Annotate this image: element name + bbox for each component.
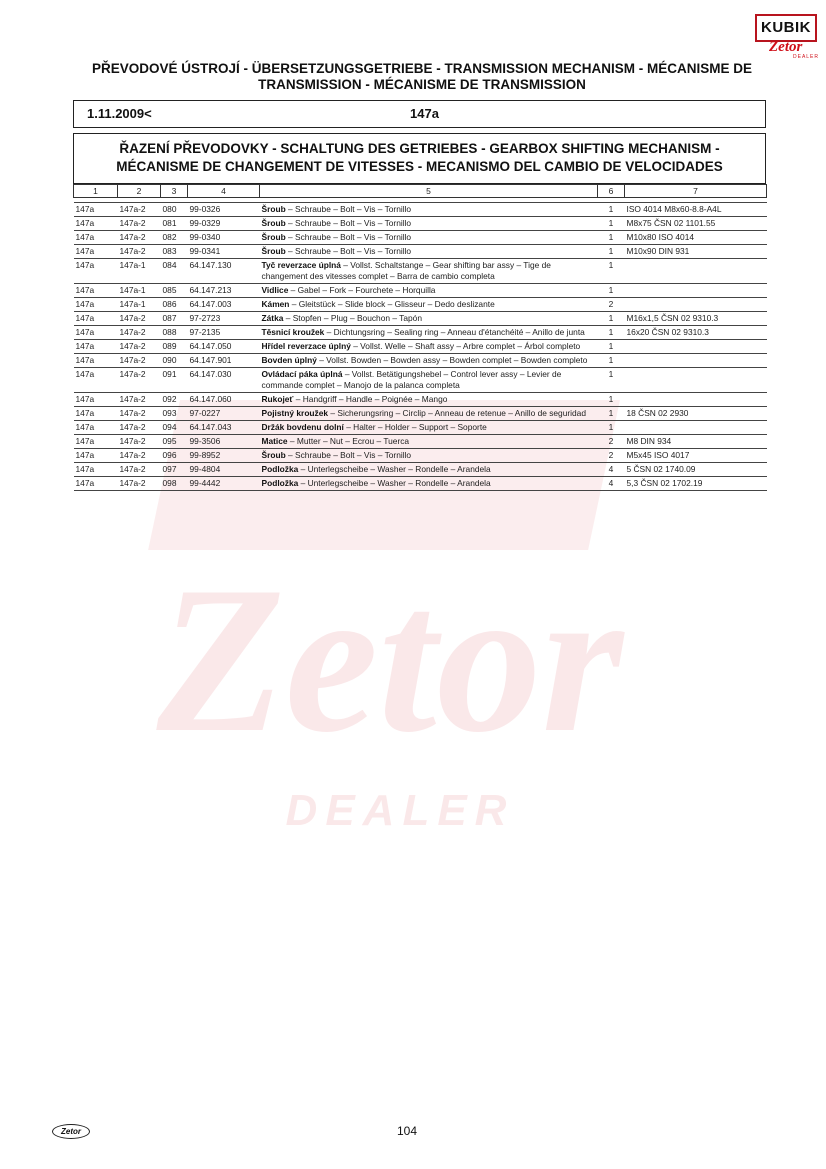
standard-note-cell: [625, 298, 767, 312]
quantity-cell: 2: [598, 298, 625, 312]
standard-note-cell: M5x45 ISO 4017: [625, 449, 767, 463]
standard-note-cell: [625, 284, 767, 298]
table-row: [74, 421, 767, 435]
description-cell: [260, 312, 598, 326]
quantity-cell: 1: [598, 203, 625, 217]
quantity-cell: 1: [598, 421, 625, 435]
description-cell: [260, 203, 598, 217]
table-row: [74, 326, 767, 340]
kubik-zetor-logo: [755, 14, 820, 62]
description-cell: [260, 421, 598, 435]
standard-note-cell: 5 ČSN 02 1740.09: [625, 463, 767, 477]
figure-ref-cell: 147a-2: [118, 203, 161, 217]
table-row: [74, 245, 767, 259]
part-name-translations: – Vollst. Schaltstange – Gear shifting bar assy – Tige de changement des vitesses complet – Barra de cambio completa: [261, 260, 551, 281]
standard-note-cell: 5,3 ČSN 02 1702.19: [625, 477, 767, 491]
figure-ref-cell: 147a-2: [118, 231, 161, 245]
table-row: [74, 231, 767, 245]
position-cell: 094: [161, 421, 188, 435]
part-number-cell: 97-2723: [188, 312, 260, 326]
column-header: 6: [598, 185, 625, 198]
part-name-cz: Držák bovdenu dolní: [261, 422, 344, 432]
part-number-cell: 99-3506: [188, 435, 260, 449]
standard-note-cell: [625, 393, 767, 407]
figure-ref-cell: 147a-2: [118, 407, 161, 421]
watermark-dealer-text: DEALER: [285, 786, 515, 835]
part-name-translations: – Mutter – Nut – Ecrou – Tuerca: [287, 436, 410, 446]
standard-note-cell: M10x90 DIN 931: [625, 245, 767, 259]
table-row: [74, 463, 767, 477]
table-row: [74, 217, 767, 231]
position-cell: 098: [161, 477, 188, 491]
part-number-cell: 64.147.030: [188, 368, 260, 393]
page-ref-cell: 147a: [74, 298, 118, 312]
description-cell: [260, 340, 598, 354]
part-name-translations: – Vollst. Welle – Shaft assy – Arbre complet – Árbol completo: [350, 341, 581, 351]
figure-ref-cell: 147a-2: [118, 421, 161, 435]
position-cell: 088: [161, 326, 188, 340]
part-number-cell: 64.147.213: [188, 284, 260, 298]
quantity-cell: 1: [598, 340, 625, 354]
part-name-translations: – Schraube – Bolt – Vis – Tornillo: [285, 218, 412, 228]
table-row: [74, 259, 767, 284]
figure-ref-cell: 147a-2: [118, 368, 161, 393]
part-name-translations: – Halter – Holder – Support – Soporte: [343, 422, 487, 432]
part-name-translations: – Dichtungsring – Sealing ring – Anneau d'étanchéité – Anillo de junta: [324, 327, 585, 337]
column-header: 1: [74, 185, 118, 198]
part-name-translations: – Handgriff – Handle – Poignée – Mango: [293, 394, 448, 404]
part-name-translations: – Schraube – Bolt – Vis – Tornillo: [285, 450, 412, 460]
part-number-cell: 64.147.130: [188, 259, 260, 284]
table-row: [74, 312, 767, 326]
position-cell: 093: [161, 407, 188, 421]
part-name-cz: Šroub: [261, 204, 286, 214]
figure-ref-cell: 147a-2: [118, 340, 161, 354]
description-cell: [260, 231, 598, 245]
part-number-cell: 97-0227: [188, 407, 260, 421]
part-name-translations: – Gleitstück – Slide block – Glisseur – Dedo deslizante: [289, 299, 495, 309]
description-cell: [260, 354, 598, 368]
part-number-cell: 97-2135: [188, 326, 260, 340]
figure-ref-cell: 147a-2: [118, 245, 161, 259]
description-cell: [260, 368, 598, 393]
quantity-cell: 1: [598, 393, 625, 407]
part-number-cell: 99-8952: [188, 449, 260, 463]
part-name-cz: Ovládací páka úplná: [261, 369, 343, 379]
position-cell: 080: [161, 203, 188, 217]
position-cell: 092: [161, 393, 188, 407]
part-number-cell: 99-0326: [188, 203, 260, 217]
part-name-cz: Bovden úplný: [261, 355, 317, 365]
position-cell: 097: [161, 463, 188, 477]
standard-note-cell: [625, 421, 767, 435]
position-cell: 096: [161, 449, 188, 463]
standard-note-cell: [625, 259, 767, 284]
description-cell: [260, 463, 598, 477]
part-name-translations: – Stopfen – Plug – Bouchon – Tapón: [283, 313, 422, 323]
column-header: 7: [625, 185, 767, 198]
page-ref-cell: 147a: [74, 407, 118, 421]
quantity-cell: 1: [598, 354, 625, 368]
part-name-translations: – Unterlegscheibe – Washer – Rondelle – Arandela: [298, 478, 491, 488]
part-name-cz: Podložka: [261, 478, 299, 488]
page-ref-cell: 147a: [74, 312, 118, 326]
part-name-cz: Podložka: [261, 464, 299, 474]
standard-note-cell: 18 ČSN 02 2930: [625, 407, 767, 421]
page-ref-cell: 147a: [74, 340, 118, 354]
description-cell: [260, 217, 598, 231]
page-ref-cell: 147a: [74, 259, 118, 284]
parts-table: [73, 184, 767, 491]
part-name-translations: – Unterlegscheibe – Washer – Rondelle – Arandela: [298, 464, 491, 474]
quantity-cell: 1: [598, 259, 625, 284]
part-name-cz: Vidlice: [261, 285, 289, 295]
position-cell: 082: [161, 231, 188, 245]
part-number-cell: 99-0329: [188, 217, 260, 231]
part-name-translations: – Schraube – Bolt – Vis – Tornillo: [285, 232, 412, 242]
figure-ref-cell: 147a-2: [118, 326, 161, 340]
position-cell: 089: [161, 340, 188, 354]
part-name-cz: Šroub: [261, 246, 286, 256]
quantity-cell: 1: [598, 368, 625, 393]
standard-note-cell: M10x80 ISO 4014: [625, 231, 767, 245]
section-title: [73, 133, 766, 184]
part-name-translations: – Gabel – Fork – Fourchete – Horquilla: [288, 285, 436, 295]
quantity-cell: 2: [598, 449, 625, 463]
description-cell: [260, 298, 598, 312]
figure-ref-cell: 147a-2: [118, 354, 161, 368]
page-ref-cell: 147a: [74, 368, 118, 393]
description-cell: [260, 259, 598, 284]
date-group-box: [73, 100, 766, 128]
part-name-cz: Pojistný kroužek: [261, 408, 329, 418]
position-cell: 090: [161, 354, 188, 368]
quantity-cell: 1: [598, 231, 625, 245]
page-ref-cell: 147a: [74, 217, 118, 231]
quantity-cell: 1: [598, 312, 625, 326]
table-row: [74, 407, 767, 421]
standard-note-cell: M8 DIN 934: [625, 435, 767, 449]
part-number-cell: 64.147.060: [188, 393, 260, 407]
table-row: [74, 340, 767, 354]
part-name-cz: Těsnicí kroužek: [261, 327, 325, 337]
description-cell: [260, 284, 598, 298]
standard-note-cell: [625, 368, 767, 393]
part-name-cz: Šroub: [261, 232, 286, 242]
part-number-cell: 64.147.050: [188, 340, 260, 354]
parts-table-body: [74, 198, 767, 491]
standard-note-cell: M8x75 ČSN 02 1101.55: [625, 217, 767, 231]
section-title-line1: ŘAZENÍ PŘEVODOVKY - SCHALTUNG DES GETRIEBES - GEARBOX SHIFTING MECHANISM -: [119, 141, 720, 156]
part-name-cz: Tyč reverzace úplná: [261, 260, 341, 270]
table-row: [74, 477, 767, 491]
figure-ref-cell: 147a-2: [118, 449, 161, 463]
figure-ref-cell: 147a-1: [118, 298, 161, 312]
position-cell: 085: [161, 284, 188, 298]
table-row: [74, 203, 767, 217]
part-number-cell: 99-0340: [188, 231, 260, 245]
figure-ref-cell: 147a-2: [118, 393, 161, 407]
figure-ref-cell: 147a-1: [118, 284, 161, 298]
section-title-line2: MÉCANISME DE CHANGEMENT DE VITESSES - MECANISMO DEL CAMBIO DE VELOCIDADES: [116, 159, 723, 174]
page-ref-cell: 147a: [74, 477, 118, 491]
table-row: [74, 284, 767, 298]
table-row: [74, 435, 767, 449]
standard-note-cell: 16x20 ČSN 02 9310.3: [625, 326, 767, 340]
description-cell: [260, 449, 598, 463]
page-ref-cell: 147a: [74, 245, 118, 259]
page-ref-cell: 147a: [74, 231, 118, 245]
standard-note-cell: ISO 4014 M8x60-8.8-A4L: [625, 203, 767, 217]
table-row: [74, 354, 767, 368]
part-name-cz: Šroub: [261, 218, 286, 228]
page-ref-cell: 147a: [74, 435, 118, 449]
watermark-zetor-text: Zetor: [156, 544, 624, 776]
page-number: 104: [397, 1124, 418, 1138]
part-number-cell: 64.147.043: [188, 421, 260, 435]
figure-ref-cell: 147a-1: [118, 259, 161, 284]
standard-note-cell: [625, 340, 767, 354]
figure-ref-cell: 147a-2: [118, 217, 161, 231]
position-cell: 087: [161, 312, 188, 326]
column-header: 5: [260, 185, 598, 198]
page-ref-cell: 147a: [74, 449, 118, 463]
column-header: 3: [161, 185, 188, 198]
description-cell: [260, 245, 598, 259]
part-number-cell: 99-4804: [188, 463, 260, 477]
quantity-cell: 1: [598, 284, 625, 298]
part-name-translations: – Schraube – Bolt – Vis – Tornillo: [285, 246, 412, 256]
position-cell: 086: [161, 298, 188, 312]
quantity-cell: 2: [598, 435, 625, 449]
page-ref-cell: 147a: [74, 354, 118, 368]
zetor-logo-text: Zetor: [769, 39, 803, 55]
figure-ref-cell: 147a-2: [118, 312, 161, 326]
position-cell: 083: [161, 245, 188, 259]
table-row: [74, 298, 767, 312]
position-cell: 095: [161, 435, 188, 449]
part-number-cell: 99-4442: [188, 477, 260, 491]
description-cell: [260, 326, 598, 340]
position-cell: 091: [161, 368, 188, 393]
figure-ref-cell: 147a-2: [118, 477, 161, 491]
part-name-cz: Matice: [261, 436, 288, 446]
part-name-cz: Zátka: [261, 313, 284, 323]
position-cell: 084: [161, 259, 188, 284]
part-name-cz: Šroub: [261, 450, 286, 460]
quantity-cell: 4: [598, 477, 625, 491]
position-cell: 081: [161, 217, 188, 231]
quantity-cell: 1: [598, 217, 625, 231]
page-title-line1: PŘEVODOVÉ ÚSTROJÍ - ÜBERSETZUNGSGETRIEBE - TRANSMISSION MECHANISM - MÉCANISME DE: [91, 61, 753, 76]
part-name-translations: – Schraube – Bolt – Vis – Tornillo: [285, 204, 412, 214]
page-ref-cell: 147a: [74, 463, 118, 477]
column-header: 4: [188, 185, 260, 198]
table-row: [74, 368, 767, 393]
description-cell: [260, 393, 598, 407]
standard-note-cell: M16x1,5 ČSN 02 9310.3: [625, 312, 767, 326]
dealer-logo-text: DEALER: [793, 54, 820, 60]
page-ref-cell: 147a: [74, 393, 118, 407]
table-header-row: [74, 185, 767, 198]
page-title-line2: TRANSMISSION - MÉCANISME DE TRANSMISSION: [258, 77, 586, 92]
page-ref-cell: 147a: [74, 326, 118, 340]
description-cell: [260, 435, 598, 449]
page-ref-cell: 147a: [74, 421, 118, 435]
part-name-translations: – Sicherungsring – Circlip – Anneau de retenue – Anillo de seguridad: [328, 408, 586, 418]
figure-ref-cell: 147a-2: [118, 435, 161, 449]
part-number-cell: 64.147.003: [188, 298, 260, 312]
part-name-cz: Hřídel reverzace úplný: [261, 341, 351, 351]
figure-ref-cell: 147a-2: [118, 463, 161, 477]
description-cell: [260, 477, 598, 491]
table-row: [74, 449, 767, 463]
valid-from-date: 1.11.2009<: [87, 106, 152, 121]
part-number-cell: 99-0341: [188, 245, 260, 259]
quantity-cell: 4: [598, 463, 625, 477]
part-name-translations: – Vollst. Bowden – Bowden assy – Bowden complet – Bowden completo: [316, 355, 588, 365]
part-name-cz: Kámen: [261, 299, 290, 309]
kubik-logo-text: KUBIK: [755, 14, 817, 42]
table-row: [74, 393, 767, 407]
part-name-translations: – Vollst. Betätigungshebel – Control lever assy – Levier de commande complet – Manojo de la palanca completa: [261, 369, 562, 390]
quantity-cell: 1: [598, 245, 625, 259]
quantity-cell: 1: [598, 407, 625, 421]
column-header: 2: [118, 185, 161, 198]
footer-zetor-logo: Zetor: [52, 1124, 90, 1139]
page-title: [70, 61, 774, 93]
description-cell: [260, 407, 598, 421]
quantity-cell: 1: [598, 326, 625, 340]
page-ref-cell: 147a: [74, 203, 118, 217]
group-code: 147a: [410, 106, 439, 121]
standard-note-cell: [625, 354, 767, 368]
part-number-cell: 64.147.901: [188, 354, 260, 368]
page-ref-cell: 147a: [74, 284, 118, 298]
part-name-cz: Rukojeť: [261, 394, 294, 404]
